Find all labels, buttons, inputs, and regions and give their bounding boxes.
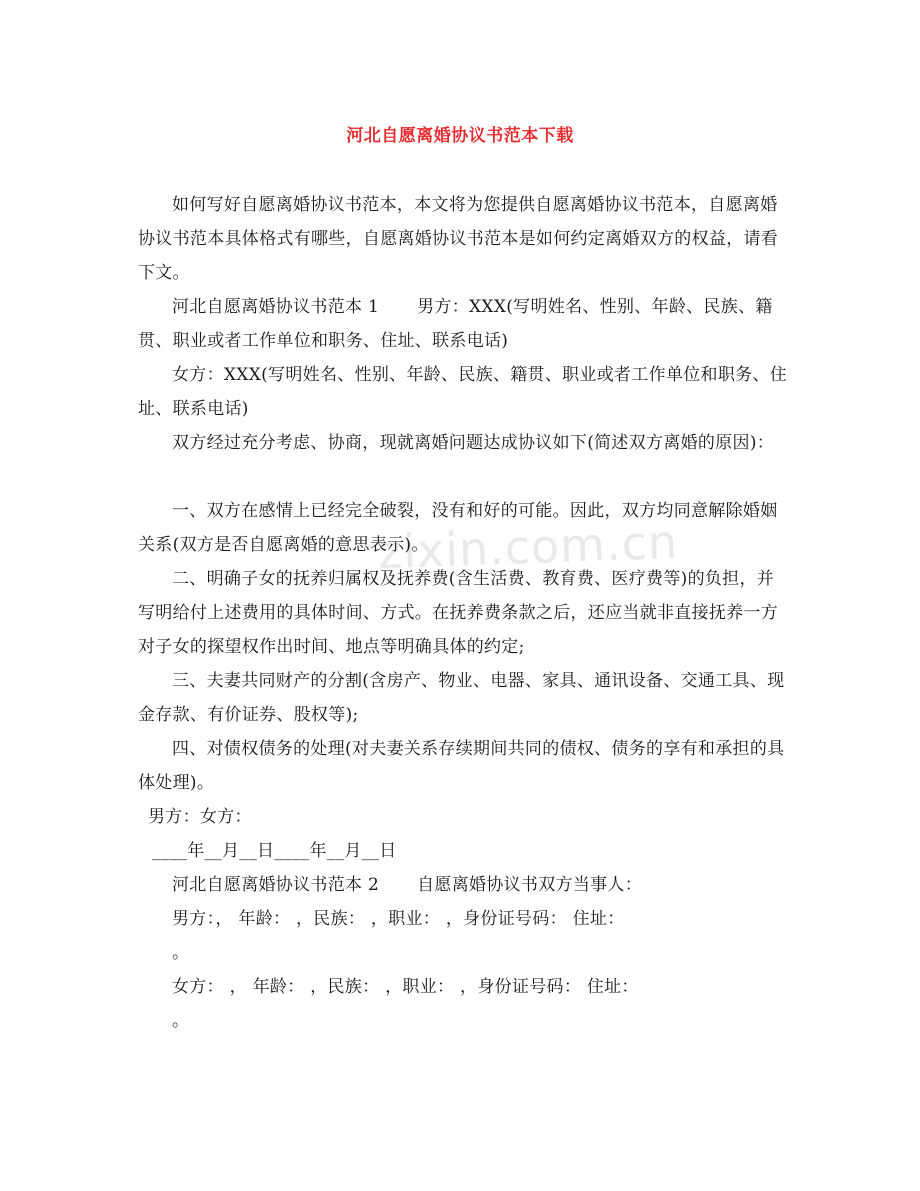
watermark: zixin.com.cn (377, 514, 679, 580)
document-title: 河北自愿离婚协议书范本下载 (346, 126, 574, 146)
clause-3: 三、夫妻共同财产的分割(含房产、物业、电器、家具、通讯设备、交通工具、现金存款、有价证券、股权等); (138, 671, 785, 725)
sample2-female-line: 女方： ， 年龄： ，民族： ，职业： ，身份证号码： 住址： (172, 977, 639, 997)
agreement-intro: 双方经过充分考虑、协商，现就离婚问题达成协议如下(简述双方离婚的原因)： (172, 433, 775, 453)
date-line: ____年__月__日____年__月__日 (152, 841, 397, 861)
signature-line: 男方：女方： (148, 807, 252, 827)
sample2-parties-label: 自愿离婚协议书双方当事人： (417, 875, 643, 895)
sample2-male-end: 。 (172, 943, 190, 963)
sample1-female-party: 女方：XXX(写明姓名、性别、年龄、民族、籍贯、职业或者工作单位和职务、住址、联系电话) (138, 365, 788, 419)
sample1-heading: 河北自愿离婚协议书范本 1 (172, 297, 380, 317)
sample2-female-end: 。 (172, 1011, 190, 1031)
sample2-heading-line (172, 868, 642, 902)
intro-paragraph: 如何写好自愿离婚协议书范本，本文将为您提供自愿离婚协议书范本，自愿离婚协议书范本具体格式有哪些，自愿离婚协议书范本是如何约定离婚双方的权益，请看下文。 (138, 195, 779, 283)
sample2-male-line: 男方：， 年龄： ，民族： ，职业： ，身份证号码： 住址： (172, 909, 625, 929)
clause-2: 二、明确子女的抚养归属权及抚养费(含生活费、教育费、医疗费等)的负担，并写明给付上述费用的具体时间、方式。在抚养费条款之后，还应当就非直接抚养一方对子女的探望权作出时间、地点等明确具体的约定; (138, 569, 779, 657)
sample1-male-party: 男方：XXX(写明姓名、性别、年龄、民族、籍贯、职业或者工作单位和职务、住址、联系电话) (138, 297, 773, 351)
sample1-male-paragraph (138, 290, 788, 358)
clause-4: 四、对债权债务的处理(对夫妻关系存续期间共同的债权、债务的享有和承担的具体处理)。 (138, 739, 785, 793)
clause-1: 一、双方在感情上已经完全破裂，没有和好的可能。因此，双方均同意解除婚姻关系(双方是否自愿离婚的意思表示)。 (138, 501, 778, 555)
sample2-heading: 河北自愿离婚协议书范本 2 (172, 875, 380, 895)
